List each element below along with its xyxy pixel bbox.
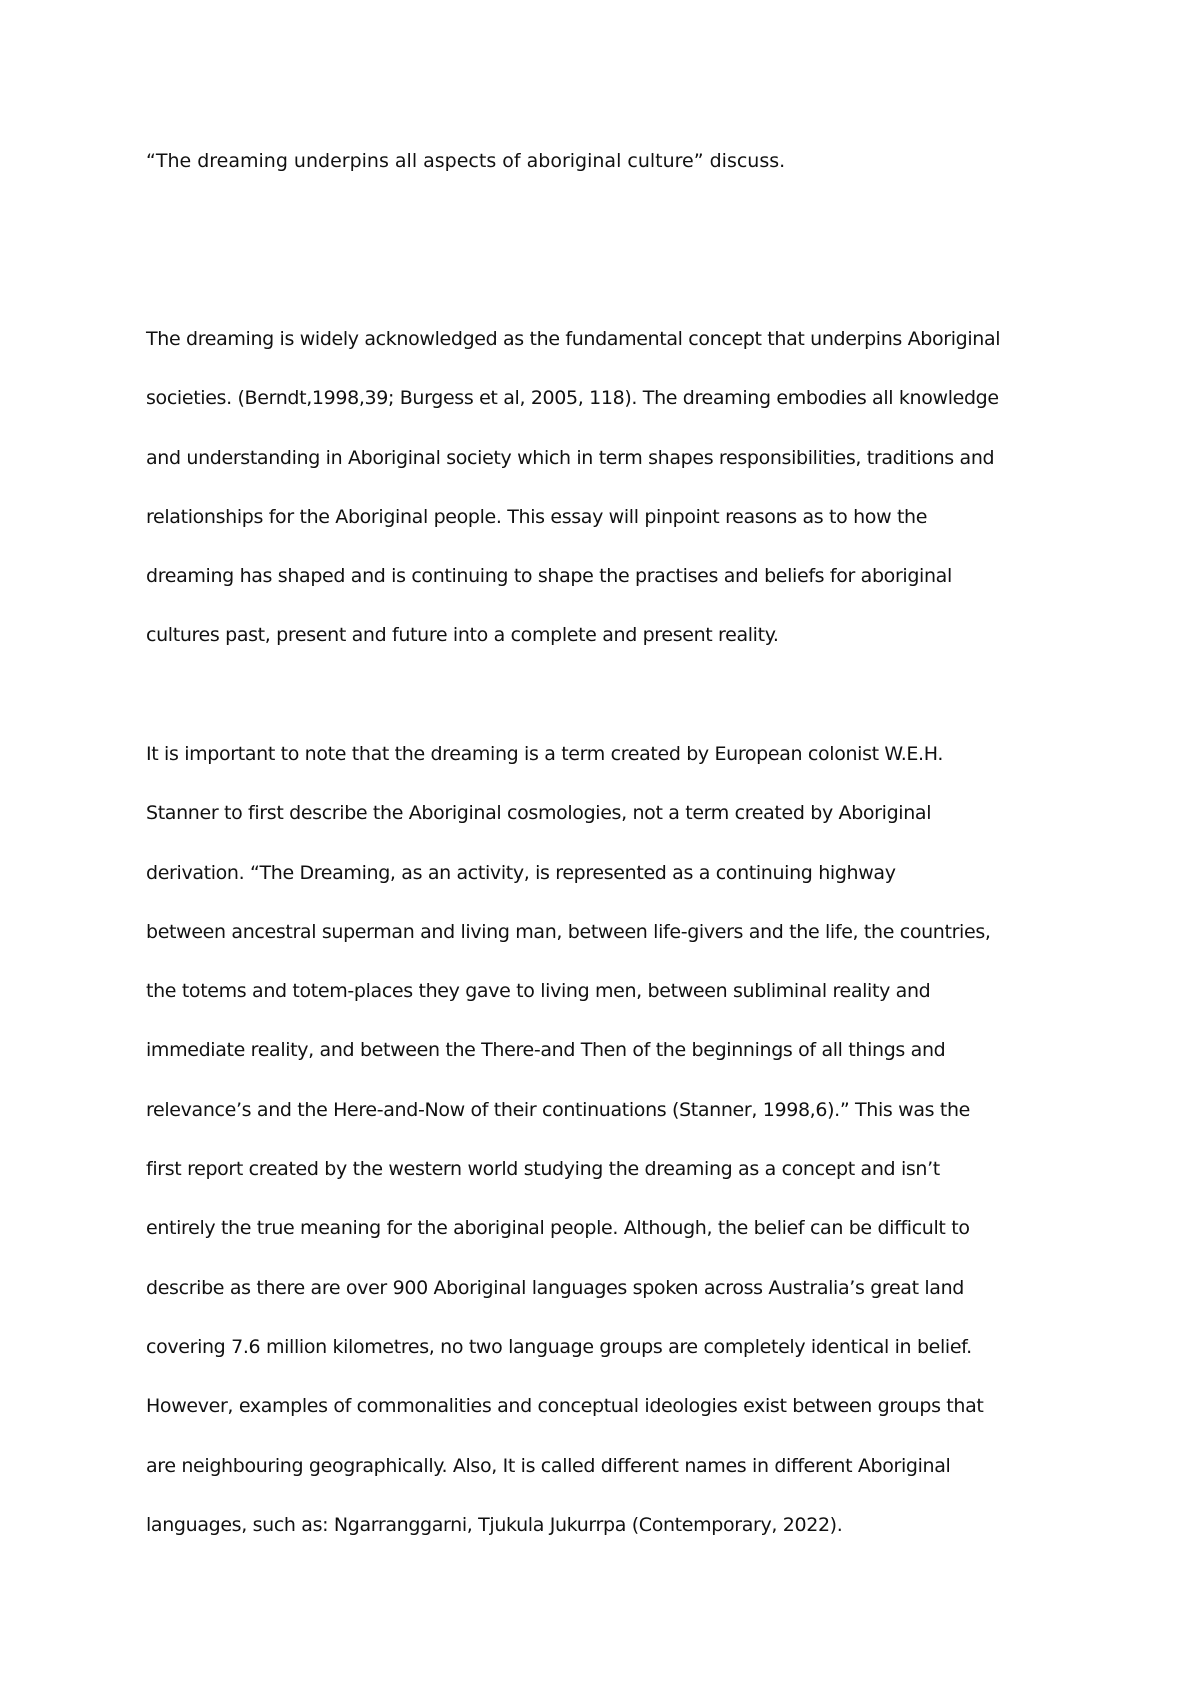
paragraph-line: cultures past, present and future into a complete and present reality. [146, 624, 779, 647]
paragraph-line: derivation. “The Dreaming, as an activity, is represented as a continuing highway [146, 861, 896, 884]
paragraph-line: However, examples of commonalities and conceptual ideologies exist between groups that [146, 1395, 984, 1418]
paragraph-line: first report created by the western world studying the dreaming as a concept and isn’t [146, 1158, 940, 1181]
essay-title: “The dreaming underpins all aspects of aboriginal culture” discuss. [146, 150, 786, 172]
paragraph-line: dreaming has shaped and is continuing to shape the practises and beliefs for aboriginal [146, 565, 952, 588]
paragraph-line: languages, such as: Ngarranggarni, Tjukula Jukurrpa (Contemporary, 2022). [146, 1513, 843, 1536]
paragraph-line: societies. (Berndt,1998,39; Burgess et al, 2005, 118). The dreaming embodies all knowledge [146, 387, 999, 410]
paragraph-stanner [146, 739, 1076, 1569]
paragraph-line: immediate reality, and between the There-and Then of the beginnings of all things and [146, 1039, 946, 1062]
paragraph-line: relationships for the Aboriginal people. This essay will pinpoint reasons as to how the [146, 505, 928, 528]
paragraph-line: It is important to note that the dreaming is a term created by European colonist W.E.H. [146, 743, 944, 765]
paragraph-line: The dreaming is widely acknowledged as the fundamental concept that underpins Aboriginal [146, 328, 1001, 350]
paragraph-line: are neighbouring geographically. Also, It is called different names in different Aboriginal [146, 1454, 951, 1477]
paragraph-line: covering 7.6 million kilometres, no two language groups are completely identical in belief. [146, 1335, 972, 1358]
paragraph-line: describe as there are over 900 Aboriginal languages spoken across Australia’s great land [146, 1276, 965, 1299]
paragraph-line: between ancestral superman and living man, between life-givers and the life, the countries, [146, 920, 991, 943]
paragraph-line: entirely the true meaning for the aboriginal people. Although, the belief can be difficult to [146, 1217, 970, 1240]
paragraph-introduction [146, 324, 1076, 680]
paragraph-line: relevance’s and the Here-and-Now of their continuations (Stanner, 1998,6).” This was the [146, 1098, 971, 1121]
paragraph-line: Stanner to first describe the Aboriginal cosmologies, not a term created by Aboriginal [146, 802, 932, 825]
paragraph-line: the totems and totem-places they gave to living men, between subliminal reality and [146, 980, 931, 1003]
paragraph-line: and understanding in Aboriginal society which in term shapes responsibilities, traditions and [146, 446, 995, 469]
